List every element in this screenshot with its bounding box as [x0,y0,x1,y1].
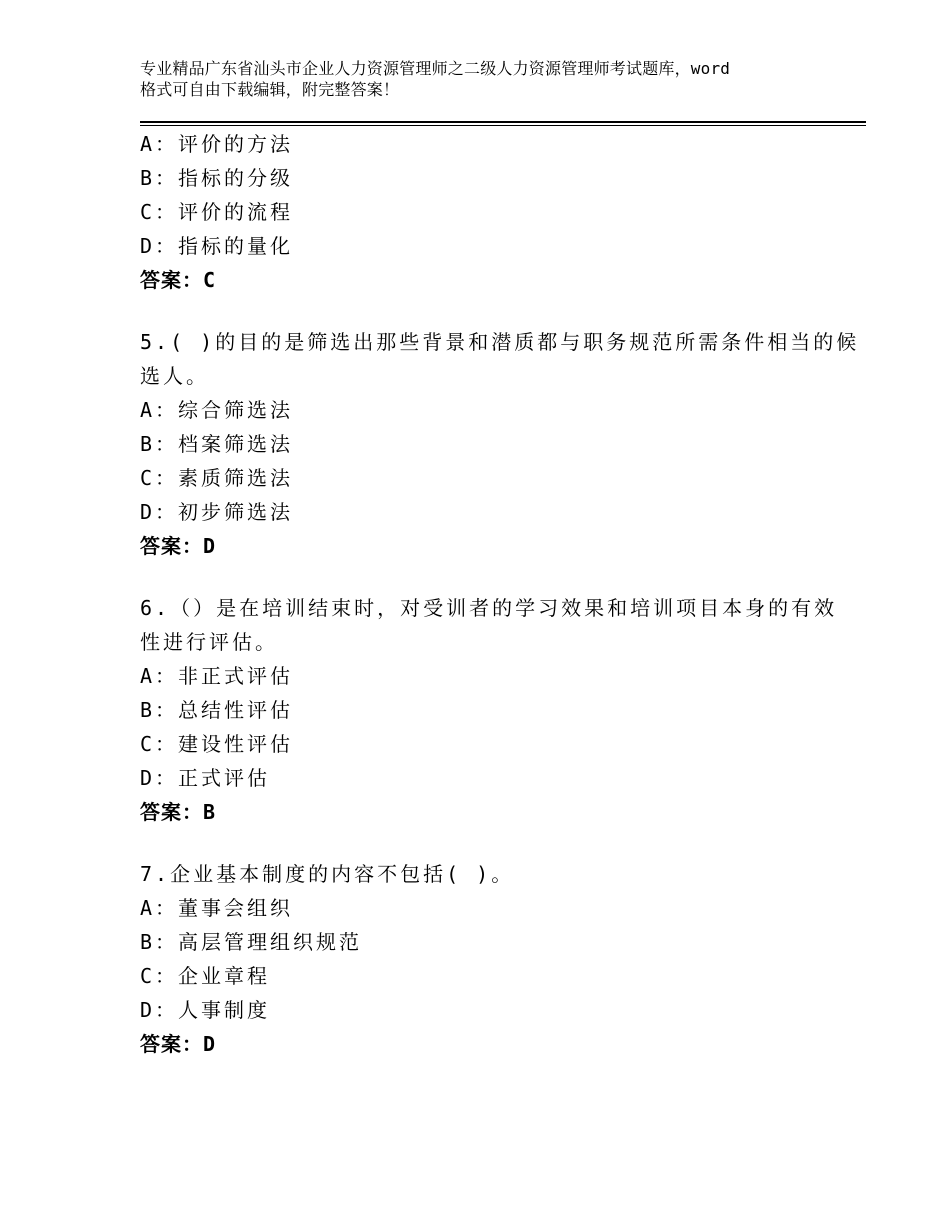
question-stem: 7.企业基本制度的内容不包括( )。 [140,862,515,886]
option-a: A：评价的方法 [140,132,294,156]
answer: 答案：C [140,268,217,292]
option-c: C：评价的流程 [140,200,294,224]
header-rule-thin [140,125,866,126]
option-b: B：档案筛选法 [140,432,294,456]
question-7 [140,857,840,1061]
answer: 答案：D [140,534,217,558]
spacer [140,829,840,857]
question-stem-cont: 选人。 [140,364,209,388]
question-stem-cont: 性进行评估。 [140,630,278,654]
question-list [140,127,860,1061]
header-line-1: 专业精品广东省汕头市企业人力资源管理师之二级人力资源管理师考试题库，word [140,59,731,78]
option-d: D：初步筛选法 [140,500,294,524]
spacer [140,297,840,325]
answer: 答案：D [140,1032,217,1056]
question-6 [140,591,840,829]
spacer [140,563,840,591]
option-a: A：综合筛选法 [140,398,294,422]
header-line-2: 格式可自由下载编辑，附完整答案！ [140,80,400,99]
option-d: D：指标的量化 [140,234,294,258]
option-b: B：指标的分级 [140,166,294,190]
option-d: D：人事制度 [140,998,271,1022]
question-5 [140,325,860,563]
option-a: A：非正式评估 [140,664,294,688]
option-a: A：董事会组织 [140,896,294,920]
option-c: C：建设性评估 [140,732,294,756]
question-stem: 6.（）是在培训结束时，对受训者的学习效果和培训项目本身的有效 [140,596,838,620]
option-d: D：正式评估 [140,766,271,790]
document-header [140,58,840,100]
option-b: B：高层管理组织规范 [140,930,363,954]
option-c: C：企业章程 [140,964,271,988]
question-stem: 5.( )的目的是筛选出那些背景和潜质都与职务规范所需条件相当的候 [140,330,860,354]
option-c: C：素质筛选法 [140,466,294,490]
option-b: B：总结性评估 [140,698,294,722]
question-4 [140,127,840,297]
answer: 答案：B [140,800,217,824]
